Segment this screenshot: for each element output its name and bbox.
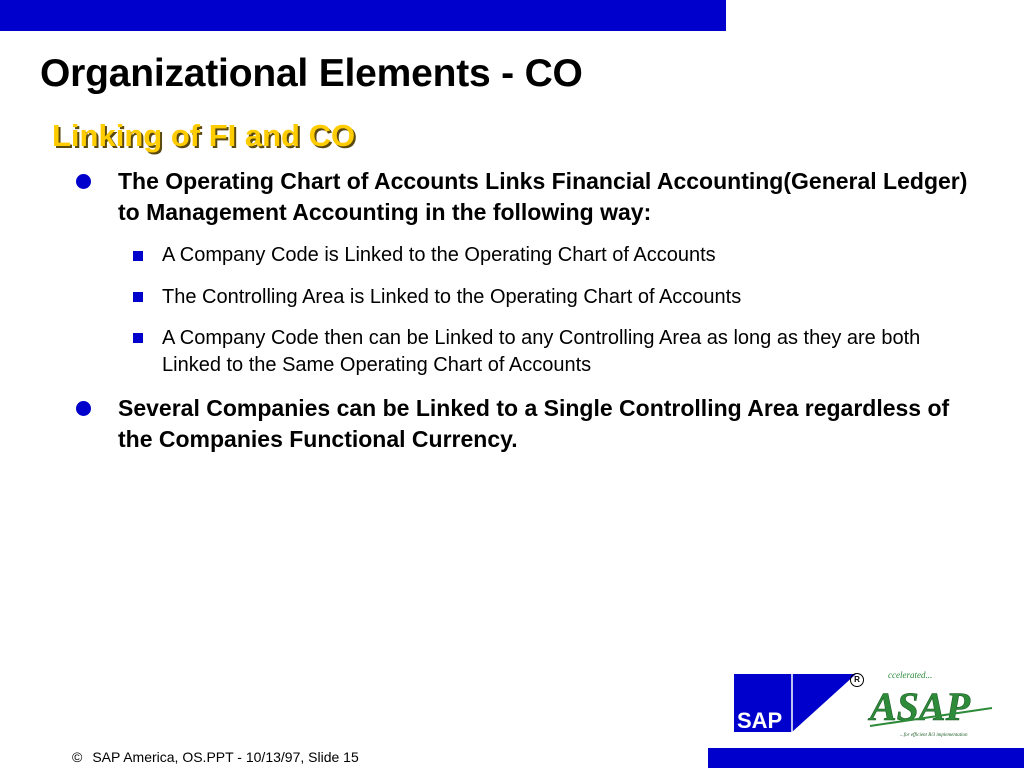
- asap-wordmark: ASAP: [870, 684, 971, 729]
- slide-subtitle: Linking of FI and CO: [52, 118, 356, 153]
- footer-text: SAP America, OS.PPT - 10/13/97, Slide 15: [92, 749, 359, 765]
- asap-tagline-top: ccelerated...: [888, 670, 933, 680]
- asap-tagline-bottom: ...for efficient R/3 implementation: [900, 733, 968, 738]
- copyright-symbol: ©: [72, 749, 83, 765]
- top-accent-bar: [0, 0, 726, 31]
- sub-bullet-square-icon: [133, 251, 143, 261]
- slide-footer: [72, 749, 359, 765]
- bullet-dot-icon: [76, 174, 91, 189]
- bottom-accent-bar: [708, 748, 1024, 768]
- sub-bullet-square-icon: [133, 292, 143, 302]
- sub-bullet-item-1: A Company Code is Linked to the Operating Chart of Accounts: [162, 244, 716, 266]
- sap-logo: [734, 674, 856, 732]
- bullet-dot-icon: [76, 401, 91, 416]
- sub-bullet-square-icon: [133, 333, 143, 343]
- asap-logo: [866, 668, 1000, 740]
- slide-title: Organizational Elements - CO: [40, 52, 583, 95]
- sub-bullet-item-3: A Company Code then can be Linked to any Controlling Area as long as they are both Linked to the Same Operating Chart of Accounts: [162, 327, 921, 376]
- bullet-item-1: The Operating Chart of Accounts Links Financial Accounting(General Ledger) to Management Accounting in the following way:: [118, 168, 968, 225]
- registered-mark: R: [850, 673, 864, 687]
- sub-bullet-item-2: The Controlling Area is Linked to the Operating Chart of Accounts: [162, 286, 742, 308]
- bullet-item-2: Several Companies can be Linked to a Single Controlling Area regardless of the Companies Functional Currency.: [118, 395, 950, 452]
- sap-logo-text: SAP: [737, 708, 783, 732]
